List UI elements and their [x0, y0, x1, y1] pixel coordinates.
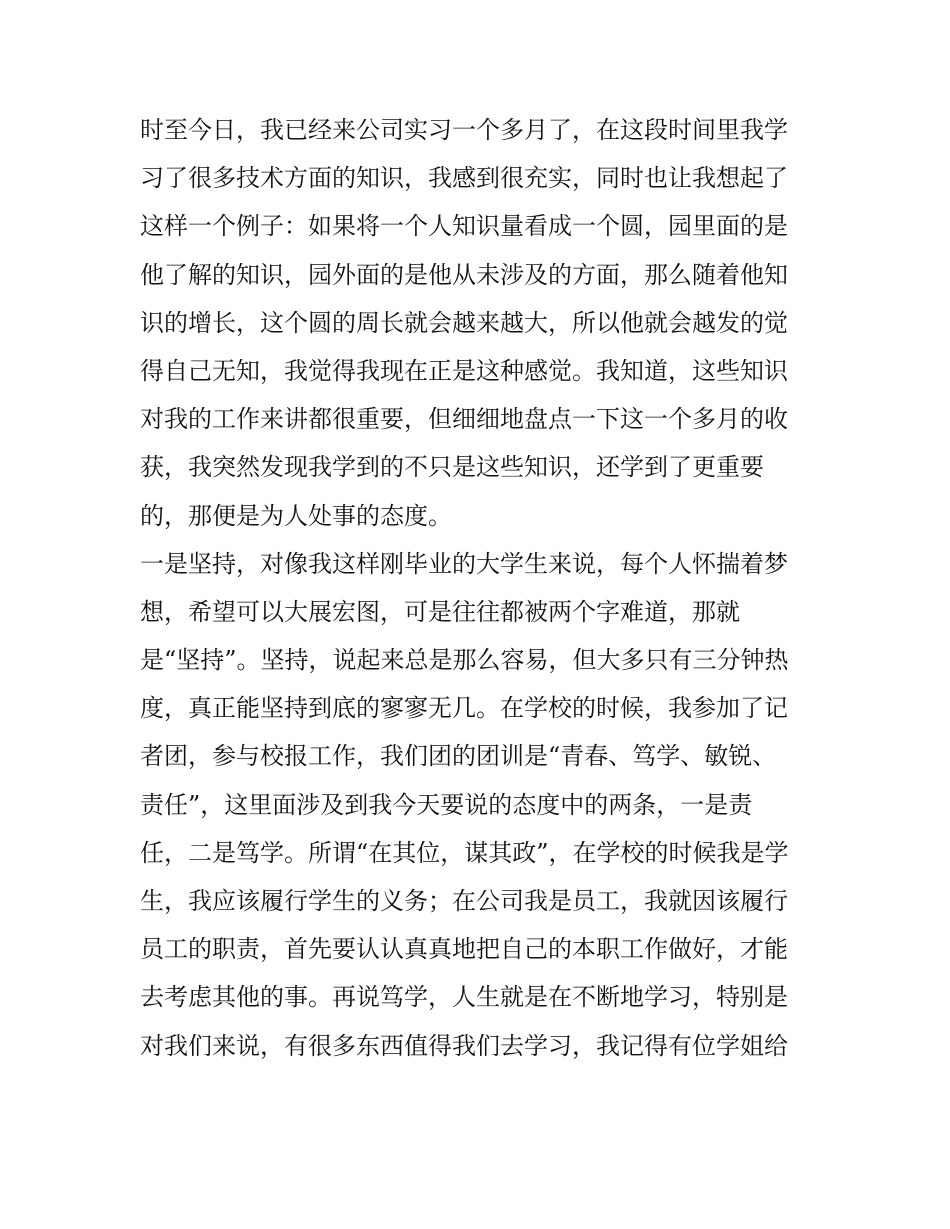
- text-line: 想，希望可以大展宏图，可是往往都被两个字难道，那就: [140, 597, 740, 626]
- text-line: 一是坚持，对像我这样刚毕业的大学生来说，每个人怀揣着梦: [140, 549, 788, 578]
- body-text: [140, 106, 820, 1070]
- text-line: 对我们来说，有很多东西值得我们去学习，我记得有位学姐给: [140, 1031, 788, 1060]
- text-line: 任，二是笃学。所谓“在其位，谋其政”，在学校的时候我是学: [140, 838, 789, 867]
- text-line: 这样一个例子：如果将一个人知识量看成一个圆，园里面的是: [140, 212, 788, 241]
- text-line: 的，那便是为人处事的态度。: [140, 501, 452, 530]
- text-line: 他了解的知识，园外面的是他从未涉及的方面，那么随着他知: [140, 260, 788, 289]
- text-line: 时至今日，我已经来公司实习一个多月了，在这段时间里我学: [140, 116, 788, 144]
- text-line: 去考虑其他的事。再说笃学，人生就是在不断地学习，特别是: [140, 983, 788, 1012]
- text-line: 生，我应该履行学生的义务；在公司我是员工，我就因该履行: [140, 887, 788, 915]
- text-line: 员工的职责，首先要认认真真地把自己的本职工作做好，才能: [140, 935, 788, 964]
- text-line: 对我的工作来讲都很重要，但细细地盘点一下这一个多月的收: [140, 405, 788, 434]
- text-line: 度，真正能坚持到底的寥寥无几。在学校的时候，我参加了记: [140, 694, 788, 723]
- text-line: 获，我突然发现我学到的不只是这些知识，还学到了更重要: [140, 453, 764, 482]
- text-line: 得自己无知，我觉得我现在正是这种感觉。我知道，这些知识: [140, 356, 788, 385]
- text-line: 者团，参与校报工作，我们团的团训是“青春、笃学、敏锐、: [140, 742, 777, 771]
- text-line: 是“坚持”。坚持，说起来总是那么容易，但大多只有三分钟热: [140, 646, 789, 675]
- text-line: 习了很多技术方面的知识，我感到很充实，同时也让我想起了: [140, 164, 788, 193]
- text-line: 识的增长，这个圆的周长就会越来越大，所以他就会越发的觉: [140, 308, 788, 337]
- text-line: 责任”，这里面涉及到我今天要说的态度中的两条，一是责: [140, 790, 753, 819]
